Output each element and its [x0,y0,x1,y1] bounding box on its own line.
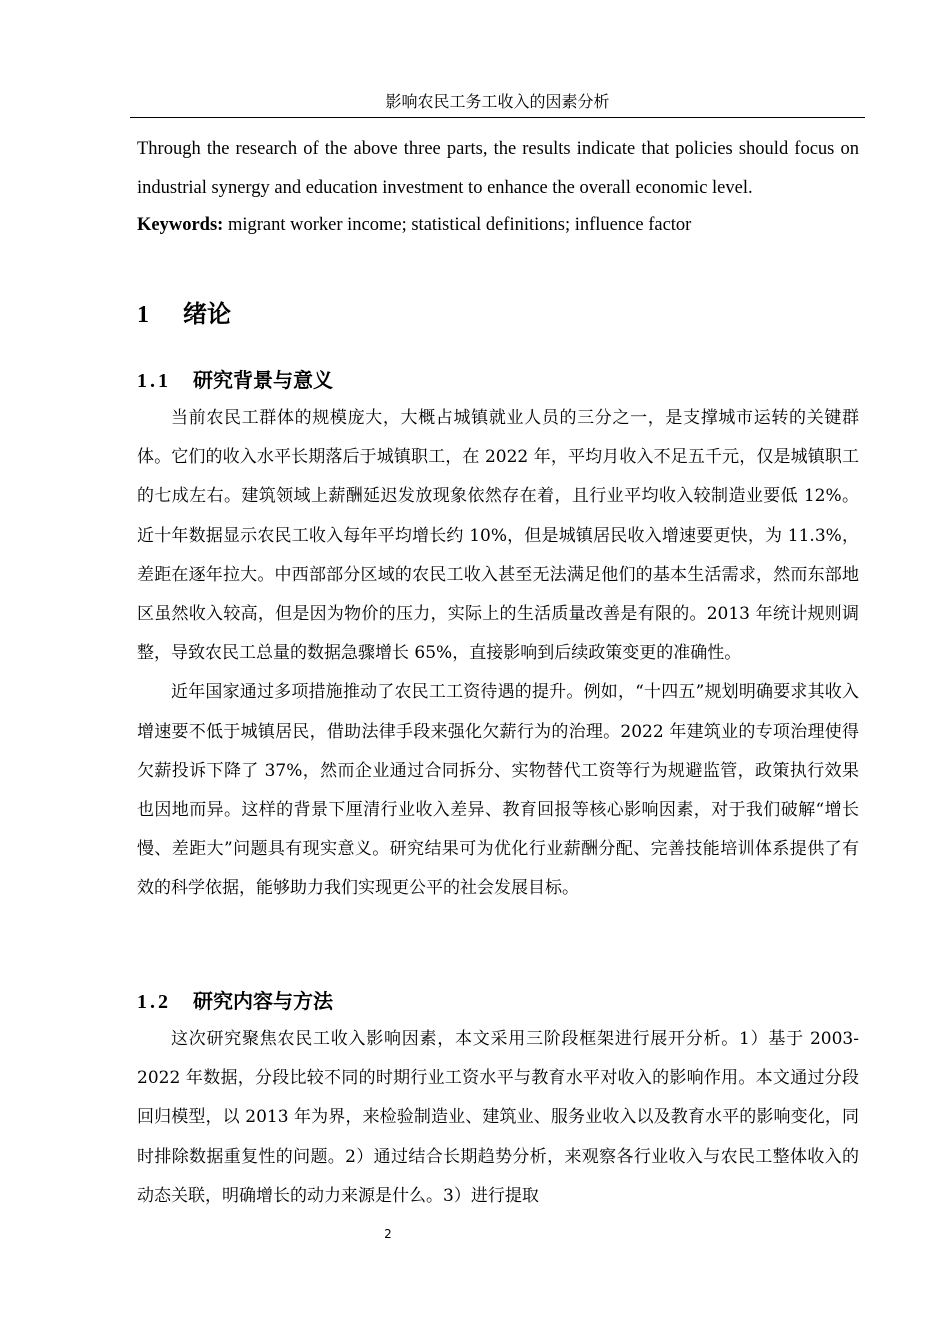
section-title: 研究背景与意义 [193,368,333,392]
section-1-1 [137,362,859,909]
abstract-block [137,130,859,242]
section-number: 1.2 [137,991,171,1013]
body-paragraph: 这次研究聚焦农民工收入影响因素，本文采用三阶段框架进行展开分析。1）基于 2003-2022 年数据，分段比较不同的时期行业工资水平与教育水平对收入的影响作用。本文通过分段回归模型，以 2013 年为界，来检验制造业、建筑业、服务业收入以及教育水平的影响变化，同时排除数据重复性的问题。2）通过结合长期趋势分析，来观察各行业收入与农民工整体收入的动态关联，明确增长的动力来源是什么。3）进行提取 [137,1029,859,1206]
section-heading [137,362,859,399]
keywords-label: Keywords: [137,215,224,235]
section-title: 研究内容与方法 [193,989,333,1013]
running-header-title: 影响农民工务工收入的因素分析 [385,92,610,111]
section-number: 1.1 [137,370,171,392]
section-heading [137,983,859,1020]
body-paragraph: 当前农民工群体的规模庞大，大概占城镇就业人员的三分之一，是支撑城市运转的关键群体。它们的收入水平长期落后于城镇职工，在 2022 年，平均月收入不足五千元，仅是城镇职工的七成左右。建筑领域上薪酬延迟发放现象依然存在着，且行业平均收入较制造业要低 12%。近十年数据显示农民工收入每年平均增长约 10%，但是城镇居民收入增速要更快，为 11.3%，差距在逐年拉大。中西部部分区域的农民工收入甚至无法满足他们的基本生活需求，然而东部地区虽然收入较高，但是因为物价的压力，实际上的生活质量改善是有限的。2013 年统计规则调整，导致农民工总量的数据急骤增长 65%，直接影响到后续政策变更的准确性。 [137,408,859,664]
chapter-title: 绪论 [183,299,231,328]
page-number: 2 [384,1227,392,1241]
running-header [130,89,865,118]
chapter-number: 1 [137,302,149,328]
chapter-heading [137,296,231,333]
section-1-2 [137,983,859,1216]
body-paragraph: 近年国家通过多项措施推动了农民工工资待遇的提升。例如，“十四五”规划明确要求其收入增速要不低于城镇居民，借助法律手段来强化欠薪行为的治理。2022 年建筑业的专项治理使得欠薪投诉下降了 37%，然而企业通过合同拆分、实物替代工资等行为规避监管，政策执行效果也因地而异。这样的背景下厘清行业收入差异、教育回报等核心影响因素，对于我们破解“增长慢、差距大”问题具有现实意义。研究结果可为优化行业薪酬分配、完善技能培训体系提供了有效的科学依据，能够助力我们实现更公平的社会发展目标。 [137,682,859,899]
keywords-text: migrant worker income; statistical definitions; influence factor [223,215,692,235]
keywords-line [137,208,859,242]
abstract-paragraph: Through the research of the above three parts, the results indicate that policies should focus on industrial synergy and education investment to enhance the overall economic level. [137,139,859,198]
